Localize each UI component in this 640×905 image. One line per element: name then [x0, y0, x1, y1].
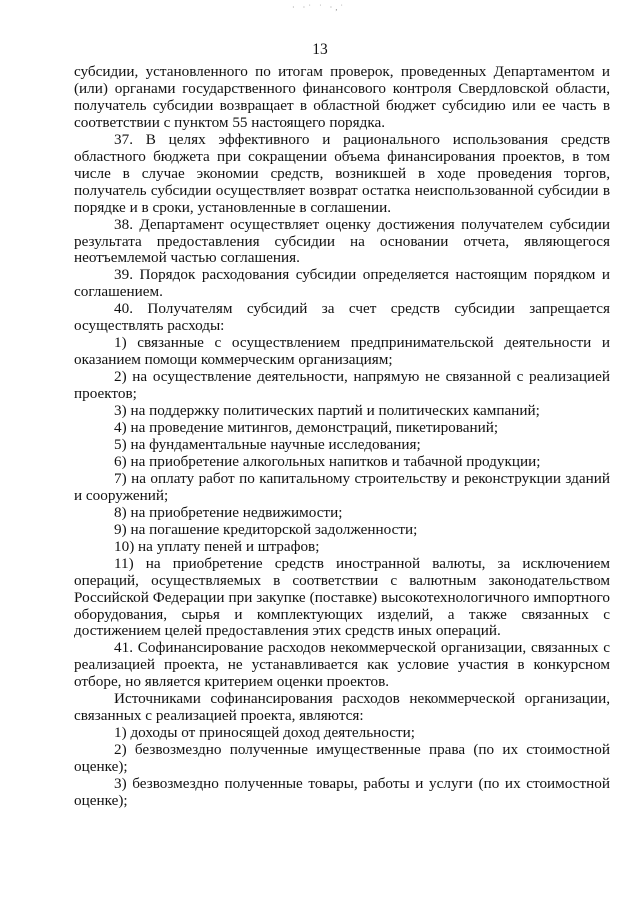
document-body	[74, 64, 610, 810]
list-item-40-6: 6) на приобретение алкогольных напитков и табачной продукции;	[114, 452, 541, 470]
scan-marks: · ·˙ ˙ ·,˙	[292, 3, 346, 12]
paragraph-41: 41. Софинансирование расходов некоммерческой организации, связанных с реализацией проекта, не устанавливается как условие участия в конкурсном отборе, но является критерием оценки проектов.	[74, 639, 610, 691]
list-item-41-2: 2) безвозмездно полученные имущественные права (по их стоимостной оценке);	[74, 741, 610, 776]
list-item-40-2: 2) на осуществление деятельности, напрямую не связанной с реализацией проектов;	[74, 368, 610, 403]
list-item-41-1: 1) доходы от приносящей доход деятельности;	[114, 724, 415, 742]
paragraph-39: 39. Порядок расходования субсидии определяется настоящим порядком и соглашением.	[74, 266, 610, 301]
paragraph-37: 37. В целях эффективного и рационального использования средств областного бюджета при сокращении объема финансирования проектов, в том числе в случае экономии средств, возникшей в ходе проведения торгов, получатель субсидии осуществляет возврат остатка неиспользованной субсидии в порядке и в сроки, установленные в соглашении.	[74, 130, 610, 216]
page-number: 13	[312, 41, 328, 58]
list-item-40-7: 7) на оплату работ по капитальному строительству и реконструкции зданий и сооружений;	[74, 469, 610, 504]
paragraph-38: 38. Департамент осуществляет оценку достижения получателем субсидии результата предоставления субсидии на основании отчета, являющегося неотъемлемой частью соглашения.	[74, 215, 610, 267]
list-item-40-5: 5) на фундаментальные научные исследования;	[114, 435, 421, 453]
paragraph-36-continuation: субсидии, установленного по итогам проверок, проведенных Департаментом и (или) органами государственного финансового контроля Свердловской области, получатель субсидии возвращает в областной бюджет субсидию или ее часть в соответствии с пунктом 55 настоящего порядка.	[74, 63, 610, 131]
list-item-40-1: 1) связанные с осуществлением предпринимательской деятельности и оказанием помощи коммерческим организациям;	[74, 334, 610, 369]
paragraph-41-sources: Источниками софинансирования расходов некоммерческой организации, связанных с реализацией проекта, являются:	[74, 690, 610, 725]
list-item-40-8: 8) на приобретение недвижимости;	[114, 503, 343, 521]
list-item-40-11: 11) на приобретение средств иностранной валюты, за исключением операций, осуществляемых в соответствии с валютным законодательством Российской Федерации при закупке (поставке) высокотехнологичного импортного оборудования, сырья и комплектующих изделий, а также связанных с достижением целей предоставления этих средств иных операций.	[74, 554, 610, 640]
list-item-41-3: 3) безвозмездно полученные товары, работы и услуги (по их стоимостной оценке);	[74, 775, 610, 809]
list-item-40-3: 3) на поддержку политических партий и политических кампаний;	[114, 402, 540, 420]
list-item-40-4: 4) на проведение митингов, демонстраций, пикетирований;	[114, 419, 499, 437]
list-item-40-9: 9) на погашение кредиторской задолженности;	[114, 520, 418, 538]
list-item-40-10: 10) на уплату пеней и штрафов;	[114, 537, 320, 555]
paragraph-40: 40. Получателям субсидий за счет средств субсидии запрещается осуществлять расходы:	[74, 300, 610, 335]
